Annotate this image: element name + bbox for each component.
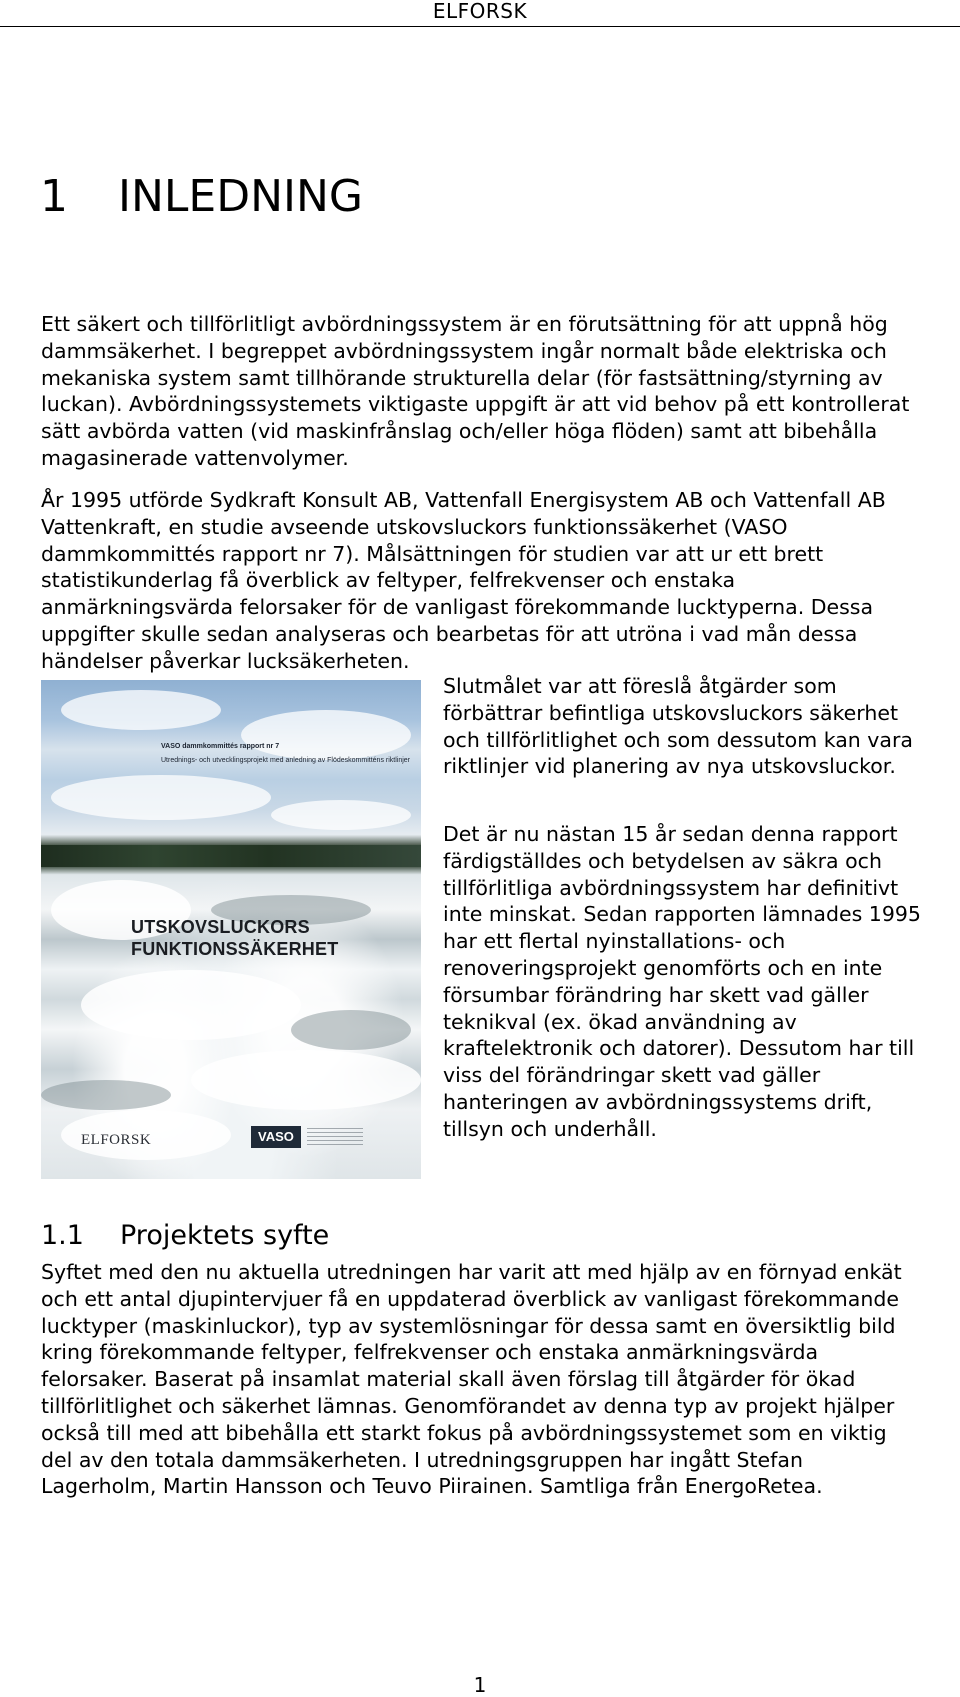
cover-series-label: VASO dammkommittés rapport nr 7 xyxy=(161,743,280,750)
cover-title-line-2: FUNKTIONSSÄKERHET xyxy=(131,939,339,959)
cover-title xyxy=(131,916,361,960)
chapter-heading xyxy=(40,170,363,224)
paragraph-intro: Ett säkert och tillförlitligt avbördningssystem är en förutsättning för att uppnå hög dammsäkerhet. I begreppet avbördningssystem ingår normalt både elektriska och mekaniska system samt tillhörande strukturella delar (för fastsättning/styrning av luckan). Avbördningssystemets viktigaste uppgift är att vid behov på ett kontrollerat sätt avbörda vatten (vid maskinfrånslag och/eller höga flöden) samt att bibehålla magasinerade vattenvolymer. xyxy=(41,312,910,470)
cover-vaso-logo: VASO xyxy=(251,1126,301,1148)
report-cover-image xyxy=(41,680,421,1179)
cover-title-line-1: UTSKOVSLUCKORS xyxy=(131,917,310,937)
page-number: 1 xyxy=(473,1673,487,1697)
cover-subtitle: Utrednings- och utvecklingsprojekt med anledning av Flödeskommitténs riktlinjer xyxy=(161,757,411,764)
section-number: 1.1 xyxy=(41,1220,84,1251)
header-rule xyxy=(0,26,960,27)
chapter-title: INLEDNING xyxy=(118,171,363,222)
cover-publisher-logo: ELFORSK xyxy=(81,1132,152,1148)
paragraph-15-years: Det är nu nästan 15 år sedan denna rapport färdigställdes och betydelsen av säkra och tillförlitliga avbördningssystem har definitivt inte minskat. Sedan rapporten lämnades 1995 har ett flertal nyinstallations- och renoveringsprojekt genomförts och en inte försumbar förändring har skett vad gäller teknikval (ex. ökad användning av kraftelektronik och datorer). Dessutom har till viss del förändringar skett vad gäller hanteringen av avbördningssystems drift, tillsyn och underhåll. xyxy=(443,822,921,1141)
paragraph-1995-study: År 1995 utförde Sydkraft Konsult AB, Vattenfall Energisystem AB och Vattenfall AB Vattenkraft, en studie avseende utskovsluckors funktionssäkerhet (VASO dammkommittés rapport nr 7). Målsättningen för studien var att ur ett brett statistikunderlag få överblick av feltyper, felfrekvenser och enstaka anmärkningsvärda felorsaker för de vanligast förekommande lucktyperna. Dessa uppgifter skulle sedan analyseras och bearbetas för att utröna i vad mån dessa händelser påverkar lucksäkerheten. xyxy=(41,488,886,673)
section-title: Projektets syfte xyxy=(120,1220,330,1251)
running-header: ELFORSK xyxy=(432,0,528,23)
cover-treeline xyxy=(41,845,421,867)
paragraph-purpose: Syftet med den nu aktuella utredningen har varit att med hjälp av en förnyad enkät och ett antal djupintervjuer få en uppdaterad överblick av vanligast förekommande lucktyper (maskinluckor), typ av systemlösningar för dessa samt en översiktlig bild kring förekommande feltyper, felfrekvenser och enstaka anmärkningsvärda felorsaker. Baserat på insamlat material skall även förslag till åtgärder för ökad tillförlitlighet och säkerhet lämnas. Genomförandet av denna typ av projekt hjälper också till med att bibehålla ett starkt fokus på avbördningssystemet som en viktig del av den totala dammsäkerheten. I utredningsgruppen har ingått Stefan Lagerholm, Martin Hansson och Teuvo Piirainen. Samtliga från EnergoRetea. xyxy=(41,1260,902,1499)
chapter-number: 1 xyxy=(40,171,68,222)
paragraph-goal: Slutmålet var att föreslå åtgärder som förbättrar befintliga utskovsluckors säkerhet och tillförlitlighet och som dessutom kan vara riktlinjer vid planering av nya utskovsluckor. xyxy=(443,674,913,779)
section-heading xyxy=(41,1219,329,1253)
cover-vaso-fineprint xyxy=(307,1128,363,1146)
